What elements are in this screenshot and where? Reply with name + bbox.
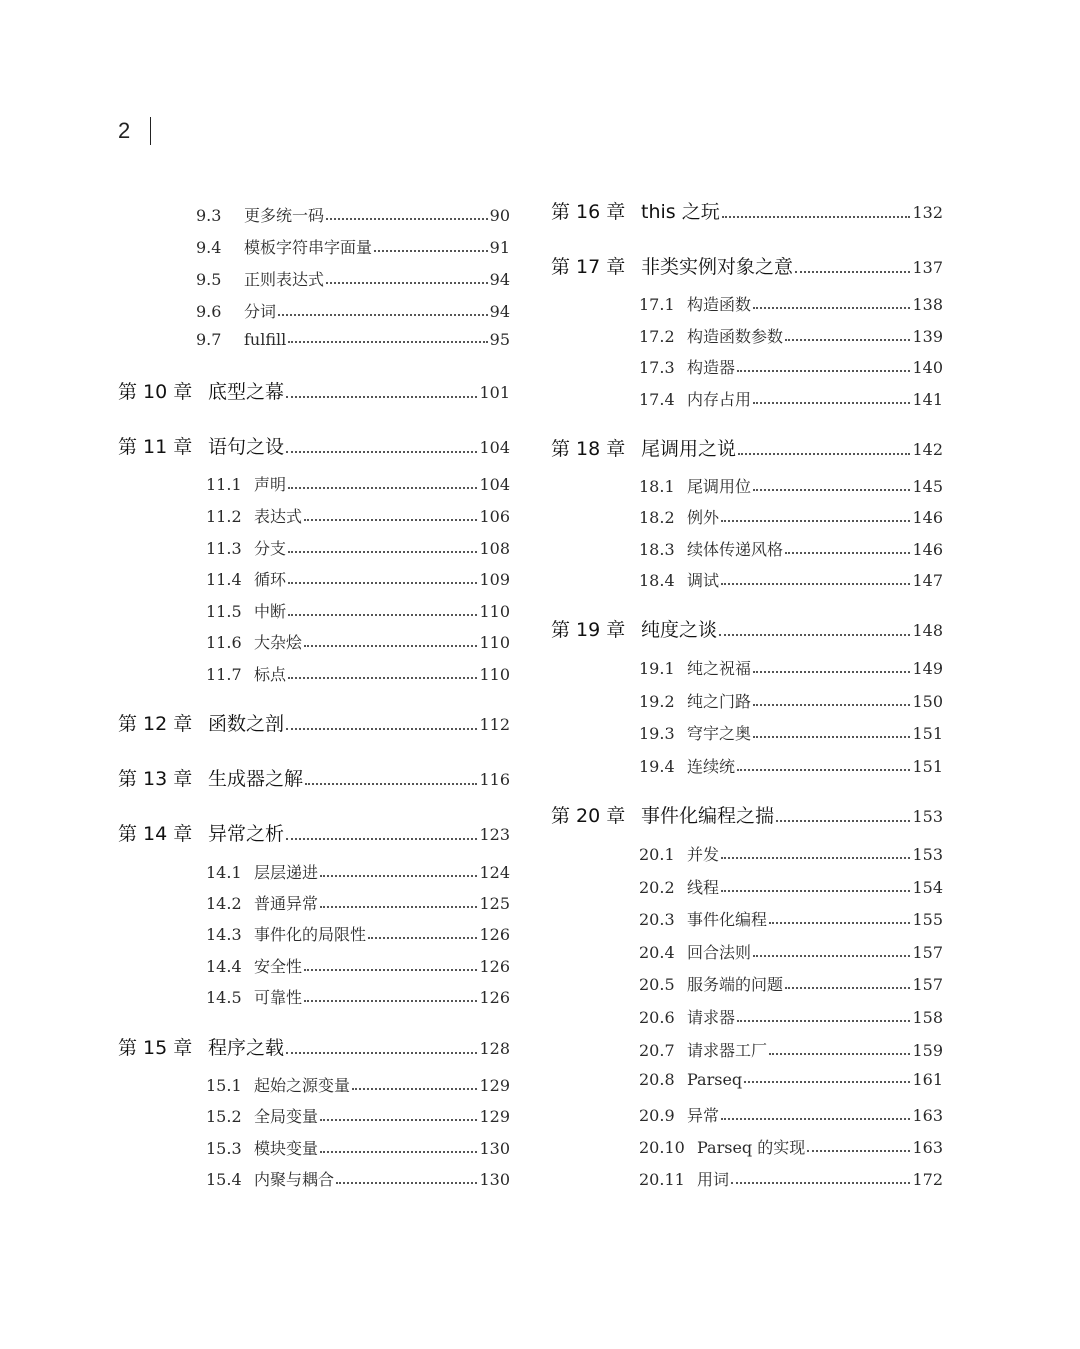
dot-leader: [753, 954, 910, 957]
toc-entry-number: 第 11 章: [118, 436, 193, 458]
toc-entry-title: 请求器: [687, 1008, 736, 1027]
dot-leader: [721, 582, 910, 585]
toc-section-entry: [206, 860, 510, 883]
toc-entry-title: 表达式: [254, 507, 303, 526]
dot-leader: [286, 395, 477, 398]
dot-leader: [753, 401, 910, 404]
toc-entry-page: 129: [479, 1076, 510, 1095]
toc-section-entry: [639, 387, 943, 410]
dot-leader: [278, 313, 488, 316]
toc-entry-title: 事件化编程之揣: [641, 805, 775, 827]
toc-chapter-entry: [551, 801, 943, 828]
toc-entry-number: 11.6: [206, 633, 242, 652]
toc-entry-title: 尾调用位: [687, 477, 752, 496]
toc-entry-page: 129: [479, 1107, 510, 1126]
toc-entry-page: 126: [479, 925, 510, 944]
toc-entry-page: 151: [912, 724, 943, 743]
dot-leader: [744, 1080, 910, 1083]
toc-entry-number: 17.1: [639, 295, 675, 314]
toc-section-entry: [206, 1104, 510, 1127]
toc-chapter-entry: [551, 197, 943, 224]
dot-leader: [320, 1150, 477, 1153]
toc-entry-number: 15.2: [206, 1107, 242, 1126]
toc-entry-number: 第 19 章: [551, 619, 626, 641]
toc-entry-number: 11.5: [206, 602, 242, 621]
toc-section-entry: [206, 504, 510, 527]
toc-entry-title: 底型之幕: [208, 381, 285, 403]
toc-entry-number: 11.3: [206, 539, 242, 558]
toc-entry-page: 139: [912, 327, 943, 346]
toc-entry-page: 153: [912, 807, 943, 826]
toc-section-entry: [196, 267, 510, 290]
dot-leader: [288, 550, 477, 553]
dot-leader: [286, 837, 477, 840]
toc-entry-number: 14.3: [206, 925, 242, 944]
toc-entry-title: 纯之门路: [687, 692, 752, 711]
dot-leader: [286, 1051, 477, 1054]
toc-entry-title: 模块变量: [254, 1139, 319, 1158]
toc-entry-page: 147: [912, 571, 943, 590]
dot-leader: [753, 488, 910, 491]
toc-entry-title: 续体传递风格: [687, 540, 784, 559]
toc-entry-page: 106: [479, 507, 510, 526]
toc-entry-page: 157: [912, 975, 943, 994]
toc-entry-number: 17.3: [639, 358, 675, 377]
toc-entry-title: 服务端的问题: [687, 975, 784, 994]
dot-leader: [288, 676, 477, 679]
dot-leader: [305, 782, 477, 785]
toc-entry-number: 14.2: [206, 894, 242, 913]
toc-entry-number: 14.5: [206, 988, 242, 1007]
toc-entry-title: 可靠性: [254, 988, 303, 1007]
toc-entry-page: 125: [479, 894, 510, 913]
toc-entry-page: 116: [479, 770, 510, 789]
dot-leader: [320, 1118, 477, 1121]
toc-entry-page: 110: [479, 633, 510, 652]
toc-section-entry: [206, 472, 510, 495]
dot-leader: [737, 1019, 910, 1022]
toc-entry-number: 15.3: [206, 1139, 242, 1158]
toc-entry-title: fulfill: [244, 330, 287, 349]
dot-leader: [731, 1181, 910, 1184]
toc-section-entry: [639, 907, 943, 930]
toc-entry-title: 构造函数参数: [687, 327, 784, 346]
toc-entry-title: 纯之祝福: [687, 659, 752, 678]
toc-section-entry: [639, 972, 943, 995]
toc-entry-number: 20.1: [639, 845, 675, 864]
toc-section-entry: [206, 891, 510, 914]
toc-entry-number: 11.2: [206, 507, 242, 526]
toc-section-entry: [639, 1038, 943, 1061]
dot-leader: [721, 519, 910, 522]
toc-entry-title: this 之玩: [641, 201, 720, 223]
toc-section-entry: [639, 1070, 943, 1089]
dot-leader: [722, 215, 911, 218]
toc-entry-number: 20.3: [639, 910, 675, 929]
toc-entry-page: 146: [912, 540, 943, 559]
toc-entry-number: 19.1: [639, 659, 675, 678]
toc-section-entry: [196, 235, 510, 258]
toc-entry-title: 内聚与耦合: [254, 1170, 335, 1189]
toc-chapter-entry: [551, 434, 943, 461]
toc-entry-number: 第 16 章: [551, 201, 626, 223]
toc-entry-title: 内存占用: [687, 390, 752, 409]
toc-entry-number: 15.1: [206, 1076, 242, 1095]
toc-section-entry: [639, 721, 943, 744]
toc-entry-title: 模板字符串字面量: [244, 238, 373, 257]
toc-entry-number: 20.11: [639, 1170, 685, 1189]
toc-entry-title: 请求器工厂: [687, 1041, 768, 1060]
toc-section-entry: [206, 985, 510, 1008]
dot-leader: [719, 633, 910, 636]
toc-entry-title: 安全性: [254, 957, 303, 976]
toc-section-entry: [206, 662, 510, 685]
toc-entry-number: 18.4: [639, 571, 675, 590]
dot-leader: [304, 518, 477, 521]
toc-entry-title: 程序之载: [208, 1037, 285, 1059]
dot-leader: [737, 768, 910, 771]
toc-entry-number: 11.4: [206, 570, 242, 589]
dot-leader: [769, 921, 910, 924]
header-rule: [150, 117, 151, 145]
toc-section-entry: [639, 474, 943, 497]
toc-entry-title: 尾调用之说: [641, 438, 737, 460]
toc-section-entry: [206, 1136, 510, 1159]
toc-section-entry: [639, 1135, 943, 1158]
toc-entry-number: 20.5: [639, 975, 675, 994]
toc-entry-title: 并发: [687, 845, 720, 864]
dot-leader: [795, 270, 910, 273]
toc-entry-number: 20.9: [639, 1106, 675, 1125]
toc-entry-number: 第 18 章: [551, 438, 626, 460]
dot-leader: [288, 486, 477, 489]
dot-leader: [326, 281, 488, 284]
dot-leader: [288, 581, 477, 584]
toc-entry-number: 18.2: [639, 508, 675, 527]
toc-entry-title: 大杂烩: [254, 633, 303, 652]
toc-section-entry: [639, 568, 943, 591]
toc-entry-page: 148: [912, 621, 943, 640]
toc-section-entry: [639, 292, 943, 315]
toc-entry-page: 104: [479, 475, 510, 494]
toc-entry-title: 生成器之解: [208, 768, 304, 790]
dot-leader: [753, 306, 910, 309]
toc-entry-page: 163: [912, 1106, 943, 1125]
dot-leader: [807, 1149, 910, 1152]
toc-section-entry: [639, 324, 943, 347]
toc-entry-number: 14.4: [206, 957, 242, 976]
toc-entry-page: 141: [912, 390, 943, 409]
toc-section-entry: [206, 536, 510, 559]
toc-chapter-entry: [118, 432, 510, 459]
dot-leader: [737, 369, 910, 372]
toc-entry-number: 11.7: [206, 665, 242, 684]
toc-entry-page: 126: [479, 988, 510, 1007]
dot-leader: [304, 644, 477, 647]
toc-entry-title: 正则表达式: [244, 270, 325, 289]
toc-entry-page: 138: [912, 295, 943, 314]
toc-entry-page: 145: [912, 477, 943, 496]
toc-entry-number: 11.1: [206, 475, 242, 494]
toc-entry-number: 20.7: [639, 1041, 675, 1060]
toc-entry-title: 事件化编程: [687, 910, 768, 929]
dot-leader: [374, 249, 488, 252]
toc-entry-page: 140: [912, 358, 943, 377]
toc-section-entry: [639, 875, 943, 898]
toc-entry-number: 第 12 章: [118, 713, 193, 735]
toc-entry-page: 151: [912, 757, 943, 776]
toc-entry-page: 90: [489, 206, 510, 225]
toc-entry-page: 158: [912, 1008, 943, 1027]
toc-entry-title: Parseq 的实现: [697, 1138, 806, 1157]
toc-entry-title: 异常之析: [208, 823, 285, 845]
toc-entry-number: 9.7: [196, 330, 222, 349]
dot-leader: [320, 874, 477, 877]
toc-chapter-entry: [118, 764, 510, 791]
toc-entry-number: 19.4: [639, 757, 675, 776]
toc-entry-number: 18.3: [639, 540, 675, 559]
toc-entry-number: 9.3: [196, 206, 222, 225]
toc-entry-number: 第 17 章: [551, 256, 626, 278]
toc-entry-title: 循环: [254, 570, 287, 589]
dot-leader: [288, 340, 487, 343]
toc-entry-title: 回合法则: [687, 943, 752, 962]
toc-entry-title: 分支: [254, 539, 287, 558]
dot-leader: [769, 1052, 910, 1055]
toc-entry-number: 18.1: [639, 477, 675, 496]
toc-chapter-entry: [118, 377, 510, 404]
toc-entry-title: 事件化的局限性: [254, 925, 367, 944]
dot-leader: [352, 1087, 477, 1090]
dot-leader: [738, 452, 910, 455]
dot-leader: [286, 727, 477, 730]
toc-entry-title: 用词: [697, 1170, 730, 1189]
toc-entry-page: 157: [912, 943, 943, 962]
toc-entry-title: 声明: [254, 475, 287, 494]
toc-entry-page: 161: [912, 1070, 943, 1089]
dot-leader: [776, 819, 910, 822]
toc-section-entry: [639, 355, 943, 378]
toc-section-entry: [196, 330, 510, 349]
toc-entry-title: 标点: [254, 665, 287, 684]
toc-entry-page: 124: [479, 863, 510, 882]
toc-entry-page: 110: [479, 665, 510, 684]
toc-entry-page: 108: [479, 539, 510, 558]
toc-entry-title: 非类实例对象之意: [641, 256, 794, 278]
toc-entry-page: 159: [912, 1041, 943, 1060]
toc-entry-title: 语句之设: [208, 436, 285, 458]
toc-entry-number: 20.6: [639, 1008, 675, 1027]
toc-entry-number: 第 13 章: [118, 768, 193, 790]
toc-entry-number: 17.4: [639, 390, 675, 409]
toc-entry-page: 146: [912, 508, 943, 527]
toc-entry-title: 构造函数: [687, 295, 752, 314]
toc-section-entry: [196, 299, 510, 322]
toc-entry-title: 调试: [687, 571, 720, 590]
toc-entry-title: 纯度之谈: [641, 619, 718, 641]
toc-entry-page: 95: [489, 330, 510, 349]
toc-section-entry: [206, 1167, 510, 1190]
dot-leader: [336, 1181, 477, 1184]
toc-entry-title: 连续统: [687, 757, 736, 776]
toc-entry-title: 例外: [687, 508, 720, 527]
toc-section-entry: [639, 505, 943, 528]
page-header: [118, 117, 130, 145]
toc-entry-title: 异常: [687, 1106, 720, 1125]
toc-entry-page: 110: [479, 602, 510, 621]
toc-entry-title: 起始之源变量: [254, 1076, 351, 1095]
toc-entry-number: 9.6: [196, 302, 222, 321]
toc-entry-page: 153: [912, 845, 943, 864]
toc-entry-page: 130: [479, 1170, 510, 1189]
toc-entry-page: 149: [912, 659, 943, 678]
toc-entry-title: 层层递进: [254, 863, 319, 882]
toc-entry-page: 172: [912, 1170, 943, 1189]
toc-entry-number: 15.4: [206, 1170, 242, 1189]
toc-entry-page: 104: [479, 438, 510, 457]
toc-chapter-entry: [551, 615, 943, 642]
toc-section-entry: [639, 1005, 943, 1028]
toc-entry-page: 137: [912, 258, 943, 277]
toc-entry-page: 155: [912, 910, 943, 929]
toc-section-entry: [639, 940, 943, 963]
dot-leader: [753, 735, 910, 738]
toc-entry-page: 128: [479, 1039, 510, 1058]
toc-section-entry: [206, 954, 510, 977]
toc-entry-title: Parseq: [687, 1070, 743, 1089]
toc-entry-title: 全局变量: [254, 1107, 319, 1126]
toc-section-entry: [206, 599, 510, 622]
dot-leader: [288, 613, 477, 616]
dot-leader: [320, 905, 477, 908]
toc-entry-number: 20.4: [639, 943, 675, 962]
toc-chapter-entry: [118, 819, 510, 846]
dot-leader: [304, 968, 477, 971]
toc-entry-page: 126: [479, 957, 510, 976]
dot-leader: [326, 217, 488, 220]
toc-section-entry: [196, 203, 510, 226]
toc-section-entry: [639, 656, 943, 679]
toc-section-entry: [639, 537, 943, 560]
toc-entry-number: 第 20 章: [551, 805, 626, 827]
toc-entry-number: 19.3: [639, 724, 675, 743]
toc-section-entry: [639, 1103, 943, 1126]
dot-leader: [785, 986, 910, 989]
dot-leader: [753, 670, 910, 673]
dot-leader: [785, 551, 910, 554]
toc-entry-title: 函数之剖: [208, 713, 285, 735]
toc-entry-page: 91: [489, 238, 510, 257]
toc-entry-number: 20.10: [639, 1138, 685, 1157]
toc-section-entry: [639, 754, 943, 777]
toc-chapter-entry: [118, 1033, 510, 1060]
toc-entry-number: 19.2: [639, 692, 675, 711]
toc-entry-page: 94: [489, 302, 510, 321]
toc-entry-page: 109: [479, 570, 510, 589]
toc-entry-title: 普通异常: [254, 894, 319, 913]
dot-leader: [286, 450, 477, 453]
dot-leader: [785, 338, 910, 341]
toc-entry-number: 14.1: [206, 863, 242, 882]
toc-entry-page: 101: [479, 383, 510, 402]
toc-section-entry: [206, 1073, 510, 1096]
toc-entry-title: 穹宇之奥: [687, 724, 752, 743]
toc-entry-number: 9.5: [196, 270, 222, 289]
dot-leader: [368, 936, 477, 939]
toc-entry-title: 中断: [254, 602, 287, 621]
toc-section-entry: [639, 689, 943, 712]
toc-entry-page: 154: [912, 878, 943, 897]
toc-entry-page: 132: [912, 203, 943, 222]
toc-entry-number: 9.4: [196, 238, 222, 257]
toc-entry-number: 第 15 章: [118, 1037, 193, 1059]
dot-leader: [721, 1117, 910, 1120]
toc-entry-page: 130: [479, 1139, 510, 1158]
toc-entry-page: 163: [912, 1138, 943, 1157]
toc-chapter-entry: [551, 252, 943, 279]
toc-entry-title: 更多统一码: [244, 206, 325, 225]
toc-section-entry: [206, 567, 510, 590]
dot-leader: [304, 999, 477, 1002]
toc-entry-number: 20.8: [639, 1070, 675, 1089]
toc-entry-title: 线程: [687, 878, 720, 897]
toc-entry-number: 20.2: [639, 878, 675, 897]
toc-entry-number: 第 14 章: [118, 823, 193, 845]
toc-chapter-entry: [118, 709, 510, 736]
toc-section-entry: [639, 842, 943, 865]
page-number: 2: [118, 118, 131, 143]
toc-entry-title: 分词: [244, 302, 277, 321]
dot-leader: [753, 703, 910, 706]
toc-entry-title: 构造器: [687, 358, 736, 377]
toc-entry-page: 94: [489, 270, 510, 289]
toc-entry-page: 150: [912, 692, 943, 711]
toc-section-entry: [206, 922, 510, 945]
toc-section-entry: [206, 630, 510, 653]
toc-entry-page: 142: [912, 440, 943, 459]
dot-leader: [721, 856, 910, 859]
toc-entry-page: 112: [479, 715, 510, 734]
toc-entry-number: 第 10 章: [118, 381, 193, 403]
dot-leader: [721, 889, 910, 892]
toc-entry-page: 123: [479, 825, 510, 844]
toc-section-entry: [639, 1167, 943, 1190]
toc-entry-number: 17.2: [639, 327, 675, 346]
